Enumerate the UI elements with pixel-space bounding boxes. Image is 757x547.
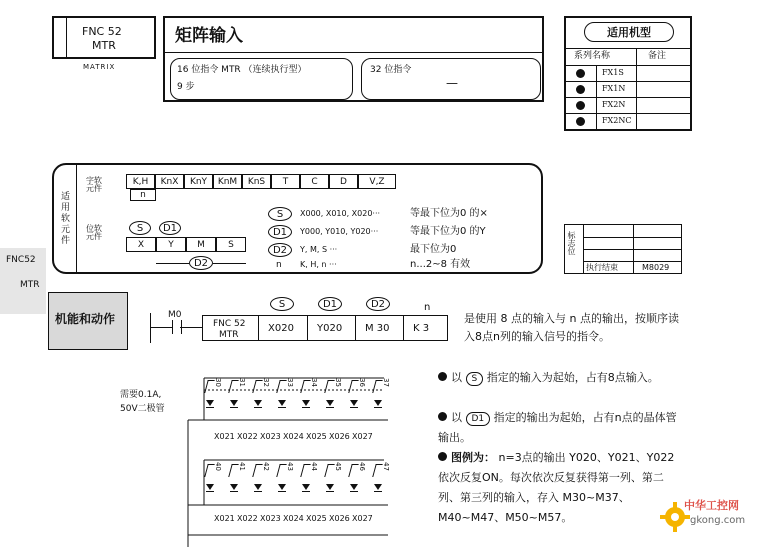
- diode-icon: [278, 484, 286, 490]
- models-col1: 系列名称: [574, 51, 611, 61]
- input-label: X027: [352, 432, 373, 441]
- note-desc: n...2~8 有效: [410, 259, 471, 270]
- word-cell: T: [271, 174, 300, 189]
- model-row: [566, 65, 690, 81]
- op-mark: S: [270, 297, 294, 311]
- matrix-switch: [276, 376, 296, 416]
- input-label: X023: [260, 432, 281, 441]
- n-marker: n: [130, 189, 156, 201]
- switch-number: 31: [238, 378, 246, 387]
- note-device: K, H, n ···: [300, 260, 337, 269]
- note-key: D2: [268, 243, 292, 257]
- matrix-switch: [372, 460, 392, 500]
- note-key-n: n: [276, 260, 282, 270]
- note-key: S: [268, 207, 292, 221]
- matrix-switch: [252, 460, 272, 500]
- diode-icon: [302, 400, 310, 406]
- instr16-label: 16 位指令 MTR （连续执行型）: [177, 65, 307, 75]
- instr32-value: —: [446, 76, 458, 90]
- watermark-url: gkong.com: [690, 515, 746, 526]
- switch-row-1: [204, 376, 404, 416]
- diode-icon: [230, 400, 238, 406]
- matrix-switch: [300, 460, 320, 500]
- word-cell: KnM: [213, 174, 242, 189]
- instr32-box: [361, 58, 541, 100]
- note-desc: 等最下位为0 的×: [410, 208, 488, 219]
- switch-number: 41: [238, 462, 246, 471]
- input-label: X021: [214, 432, 235, 441]
- switch-number: 47: [382, 462, 390, 471]
- switch-number: 33: [286, 378, 294, 387]
- input-label: X021: [214, 514, 235, 523]
- word-cell: KnY: [184, 174, 213, 189]
- title-panel: [163, 16, 544, 102]
- bullet-item: 图例为： n=3点的输出 Y020、Y021、Y022 依次反复ON。每次依次反复获得第一列、第二列、第三列的输入，存入 M30~M37、M40~M47、M50~M57。: [438, 451, 675, 524]
- diode-icon: [326, 400, 334, 406]
- instr-description: 是使用 8 点的输入与 n 点的输出，按顺序读入8点n列的输入信号的指令。: [464, 312, 679, 343]
- input-label: X024: [283, 514, 304, 523]
- matrix-switch: [228, 376, 248, 416]
- d2-marker: D2: [189, 256, 213, 270]
- instr32-label: 32 位指令: [370, 65, 412, 75]
- switch-number: 46: [358, 462, 366, 471]
- op-mark-n: n: [424, 302, 431, 313]
- op-mark: D1: [318, 297, 342, 311]
- diode-icon: [350, 400, 358, 406]
- side-tab-mnemonic: MTR: [20, 280, 40, 290]
- instr16-box: [170, 58, 353, 100]
- fnc-mnemonic: MTR: [92, 39, 116, 52]
- model-available-dot: [576, 69, 585, 78]
- switch-number: 44: [310, 462, 318, 471]
- word-cell: KnS: [242, 174, 271, 189]
- contact-label: M0: [168, 310, 182, 320]
- flags-row-label: 执行结束: [586, 263, 618, 272]
- bit-cell: S: [216, 237, 246, 252]
- bit-device-label: 位软元件: [86, 224, 102, 241]
- note-device: Y000, Y010, Y020···: [300, 227, 379, 236]
- matrix-switch: [348, 460, 368, 500]
- bullet-key: S: [466, 372, 484, 386]
- matrix-switch: [324, 460, 344, 500]
- matrix-switch: [324, 376, 344, 416]
- matrix-switch: [252, 376, 272, 416]
- diode-icon: [374, 484, 382, 490]
- ladder-rail: [150, 313, 151, 343]
- matrix-switch: [372, 376, 392, 416]
- diode-icon: [278, 400, 286, 406]
- models-col2: 备注: [648, 51, 667, 61]
- models-title-pill: [584, 22, 674, 42]
- watermark-cn: 中华工控网: [684, 499, 739, 512]
- bullet-key: D1: [466, 412, 491, 426]
- watermark: [660, 494, 754, 542]
- switch-number: 30: [214, 378, 222, 387]
- diode-icon: [374, 400, 382, 406]
- bit-cell: Y: [156, 237, 186, 252]
- operation-label-box: [48, 292, 128, 350]
- model-name: FX2NC: [602, 116, 632, 125]
- flags-table: [564, 224, 682, 274]
- diode-icon: [302, 484, 310, 490]
- diagram-note: 需要0.1A, 50V二极管: [120, 390, 165, 414]
- diode-icon: [326, 484, 334, 490]
- diode-icon: [230, 484, 238, 490]
- model-name: FX1S: [602, 68, 624, 77]
- model-name: FX1N: [602, 84, 626, 93]
- diode-icon: [350, 484, 358, 490]
- s-marker: S: [129, 221, 151, 235]
- input-labels-row-1: [214, 432, 414, 444]
- matrix-switch: [204, 460, 224, 500]
- bit-cell: M: [186, 237, 216, 252]
- word-device-label: 字软元件: [86, 176, 102, 193]
- instr-name: MTR: [219, 330, 239, 340]
- diode-icon: [254, 400, 262, 406]
- switch-number: 35: [334, 378, 342, 387]
- switch-row-2: [204, 460, 404, 500]
- word-cell: C: [300, 174, 329, 189]
- bullet-item: 以 S 指定的输入为起始，占有8点输入。: [438, 368, 683, 388]
- models-title: 适用机型: [607, 26, 651, 39]
- input-labels-row-2: [214, 514, 414, 526]
- diode-icon: [206, 400, 214, 406]
- input-label: X026: [329, 432, 350, 441]
- matrix-switch: [300, 376, 320, 416]
- models-table: [564, 16, 692, 131]
- input-label: X026: [329, 514, 350, 523]
- fnc-subtitle: MATRIX: [83, 63, 116, 71]
- instr-op: M 30: [365, 323, 390, 334]
- input-label: X022: [237, 432, 258, 441]
- operation-label: 机能和动作: [55, 312, 116, 326]
- note-device: X000, X010, X020···: [300, 209, 381, 218]
- model-name: FX2N: [602, 100, 626, 109]
- page-title: 矩阵输入: [175, 26, 243, 46]
- word-cell: D: [329, 174, 358, 189]
- matrix-switch: [228, 460, 248, 500]
- bullet-item: 以 D1 指定的输出为起始，占有n点的晶体管输出。: [438, 411, 677, 444]
- instr-op: Y020: [317, 323, 343, 334]
- switch-number: 40: [214, 462, 222, 471]
- note-key: D1: [268, 225, 292, 239]
- fnc-box: [52, 16, 156, 59]
- switch-number: 37: [382, 378, 390, 387]
- switch-number: 42: [262, 462, 270, 471]
- operand-side-label: 适用软元件: [59, 191, 69, 246]
- model-available-dot: [576, 85, 585, 94]
- diode-icon: [254, 484, 262, 490]
- input-label: X023: [260, 514, 281, 523]
- instr-op: X020: [268, 323, 294, 334]
- word-cell: KnX: [155, 174, 184, 189]
- switch-number: 43: [286, 462, 294, 471]
- bullet-dot: [438, 412, 447, 421]
- model-row: [566, 113, 690, 129]
- d1-marker: D1: [159, 221, 181, 235]
- note-desc: 等最下位为0 的Y: [410, 226, 486, 237]
- switch-number: 32: [262, 378, 270, 387]
- side-tab-code: FNC52: [6, 255, 36, 265]
- model-row: [566, 97, 690, 113]
- instr-op: K 3: [413, 323, 430, 334]
- diode-icon: [206, 484, 214, 490]
- flags-row-value: M8029: [642, 263, 670, 272]
- op-mark: D2: [366, 297, 390, 311]
- model-row: [566, 81, 690, 97]
- instruction-box: [202, 315, 448, 341]
- fnc-code: FNC 52: [82, 25, 122, 38]
- matrix-switch: [276, 460, 296, 500]
- side-tab: [0, 248, 46, 314]
- word-cell: K,H: [126, 174, 155, 189]
- matrix-switch: [204, 376, 224, 416]
- bullet-dot: [438, 452, 447, 461]
- switch-number: 45: [334, 462, 342, 471]
- model-available-dot: [576, 101, 585, 110]
- word-cell: V,Z: [358, 174, 396, 189]
- input-label: X025: [306, 432, 327, 441]
- bit-cell: X: [126, 237, 156, 252]
- matrix-switch: [348, 376, 368, 416]
- input-label: X027: [352, 514, 373, 523]
- flags-side-label: 标志位: [567, 231, 576, 255]
- instr16-steps: 9 步: [177, 82, 195, 92]
- switch-number: 34: [310, 378, 318, 387]
- bullet-dot: [438, 372, 447, 381]
- input-label: X024: [283, 432, 304, 441]
- note-device: Y, M, S ···: [300, 245, 338, 254]
- model-available-dot: [576, 117, 585, 126]
- input-label: X022: [237, 514, 258, 523]
- switch-number: 36: [358, 378, 366, 387]
- note-desc: 最下位为0: [410, 244, 457, 255]
- input-label: X025: [306, 514, 327, 523]
- instr-code: FNC 52: [213, 319, 246, 329]
- operand-panel: [52, 163, 543, 274]
